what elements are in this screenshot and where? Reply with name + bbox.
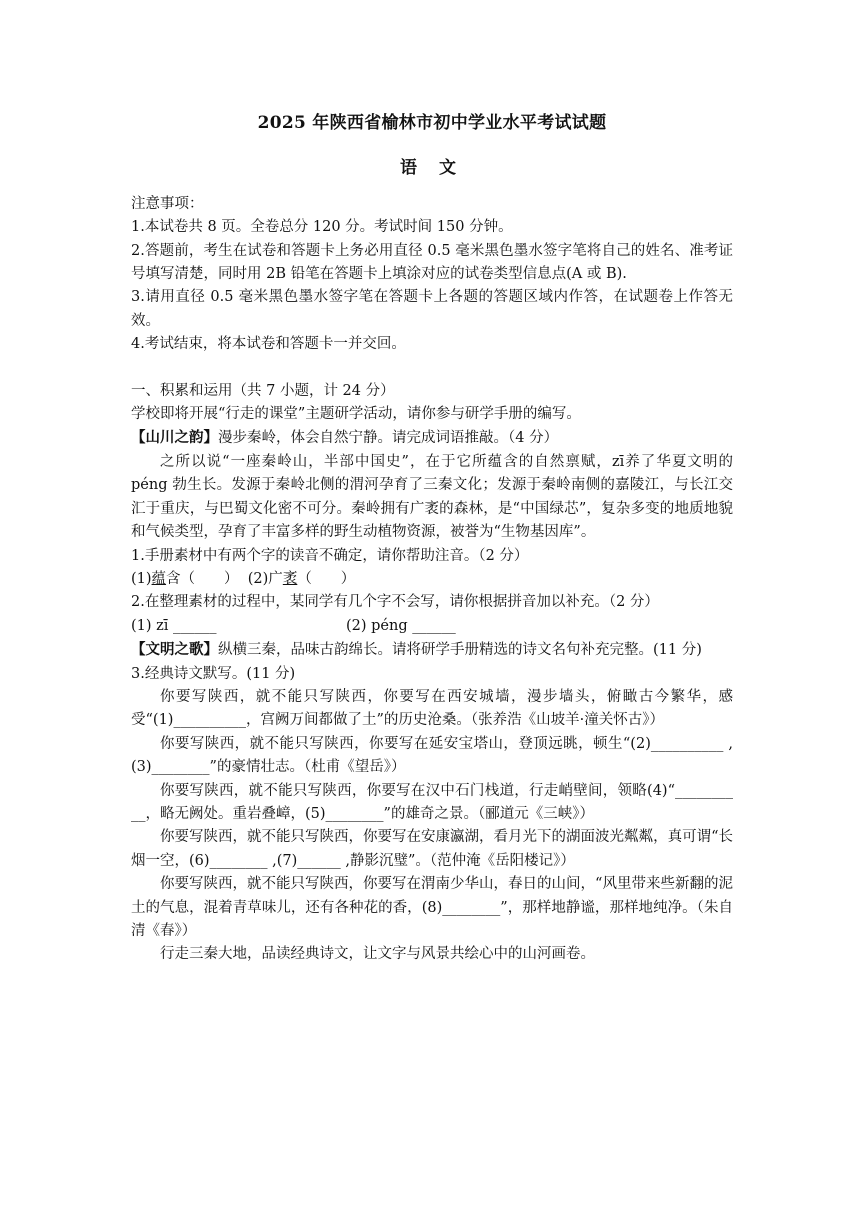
section-intro: 学校即将开展“行走的课堂”主题研学活动，请你参与研学手册的编写。 <box>131 406 581 423</box>
poem-paragraph: 你要写陕西，就不能只写陕西，你要写在安康瀛湖，看月光下的湖面波光粼粼，真可谓“长烟一空，(6)________ ,(7)______ ,静影沉璧”。（范仲淹《岳阳楼记》） <box>131 829 733 869</box>
notice-item: 1.本试卷共 8 页。全卷总分 120 分。考试时间 150 分钟。 <box>131 219 513 236</box>
part-wenming <box>131 638 733 662</box>
question-2: 2.在整理素材的过程中，某同学有几个字不会写，请你根据拼音加以补充。（2 分） <box>131 594 659 611</box>
poem-paragraph: 你要写陕西，就不能只写陕西，你要写在西安城墙，漫步墙头，俯瞰古今繁华，感受“(1)__________，宫阙万间都做了土”的历史沧桑。（张养浩《山坡羊·潼关怀古》） <box>131 688 733 729</box>
question-2-answers <box>131 615 733 638</box>
part-text: 漫步秦岭，体会自然宁静。请完成词语推敲。（4 分） <box>218 430 559 447</box>
subject-title: 语 文 <box>400 158 464 179</box>
part-tag: 【文明之歌】 <box>131 641 218 659</box>
section-heading: 一、积累和运用（共 7 小题，计 24 分） <box>131 382 395 399</box>
spacer <box>131 357 733 380</box>
q1-a-num: (1) <box>131 570 152 587</box>
poem-paragraph: 你要写陕西，就不能只写陕西，你要写在延安宝塔山，登顶远眺，顿生“(2)__________ ,(3)________”的豪情壮志。（杜甫《望岳》） <box>131 735 733 776</box>
q2-b: (2) péng ______ <box>346 617 456 634</box>
notice-item: 3.请用直径 0.5 毫米黑色墨水签字笔在答题卡上各题的答题区域内作答，在试题卷上作答无效。 <box>131 289 733 329</box>
question-1-answers <box>131 568 733 591</box>
q1-a-word: 蕴 <box>151 570 167 587</box>
closing-paragraph: 行走三秦大地，品读经典诗文，让文字与风景共绘心中的山河画卷。 <box>160 946 595 963</box>
part-text: 纵横三秦，品味古韵绵长。请将研学手册精选的诗文名句补充完整。(11 分) <box>218 642 702 659</box>
part-shanchuan <box>131 426 733 450</box>
q1-b-word: 袤 <box>282 570 298 587</box>
notice-item: 2.答题前，考生在试卷和答题卡上务必用直径 0.5 毫米黑色墨水签字笔将自己的姓名、准考证号填写清楚，同时用 2B 铅笔在答题卡上填涂对应的试卷类型信息点(A 或 B). <box>131 242 733 283</box>
poem-paragraph: 你要写陕西，就不能只写陕西，你要写在渭南少华山，春日的山间，“风里带来些新翻的泥土的气息，混着青草味儿，还有各种花的香，(8)________”，那样地静谧，那样地纯净。（朱自清《春》） <box>131 876 733 939</box>
part-tag: 【山川之韵】 <box>131 429 218 447</box>
notice-item: 4.考试结束，将本试卷和答题卡一并交回。 <box>131 336 406 353</box>
page-title: 2025 年陕西省榆林市初中学业水平考试试题 <box>257 113 607 133</box>
passage: 之所以说“一座秦岭山，半部中国史”，在于它所蕴含的自然禀赋，zī养了华夏文明的 péng 勃生长。发源于秦岭北侧的渭河孕育了三秦文化；发源于秦岭南侧的嘉陵江，与长江交汇于重庆，与巴蜀文化密不可分。秦岭拥有广袤的森林，是“中国绿芯”，复杂多变的地质地貌和气候类型，孕育了丰富多样的野生动植物资源，被誉为“生物基因库”。 <box>131 453 733 541</box>
notice-heading: 注意事项： <box>131 195 204 212</box>
q1-b-blank: （ ） <box>297 570 356 587</box>
question-3: 3.经典诗文默写。(11 分) <box>131 665 296 682</box>
question-1: 1.手册素材中有两个字的读音不确定，请你帮助注音。（2 分） <box>131 547 529 564</box>
q1-a-blank: 含（ ） <box>166 570 239 587</box>
exam-page <box>131 112 733 967</box>
poem-paragraph: 你要写陕西，就不能只写陕西，你要写在汉中石门栈道，行走峭壁间，领略(4)“________ __，略无阙处。重岩叠嶂，(5)________”的雄奇之景。（郦道元《三峡》） <box>131 782 733 822</box>
q2-a: (1) zī ______ <box>131 617 217 634</box>
q1-b-num: (2)广 <box>247 570 283 587</box>
